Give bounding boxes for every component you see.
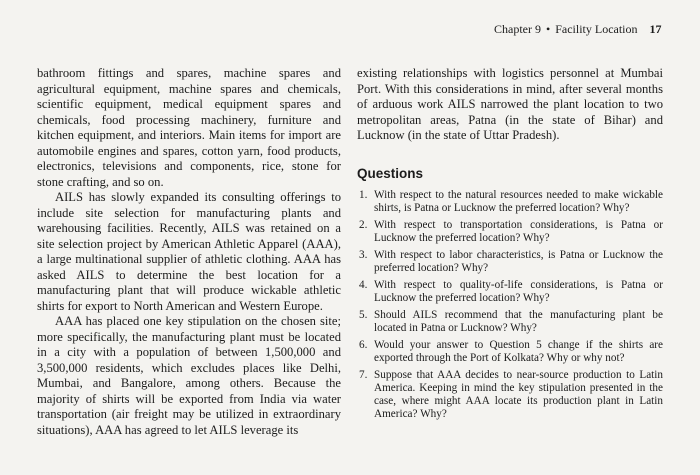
question-number: 5.: [359, 309, 368, 321]
question-text: With respect to labor characteristics, is Patna or Lucknow the preferred location? Why?: [374, 249, 663, 274]
running-header: [494, 22, 662, 37]
question-item: [357, 219, 663, 245]
question-number: 4.: [359, 279, 368, 291]
question-text: With respect to the natural resources needed to make wickable shirts, is Patna or Lucknow the preferred location? Why?: [374, 189, 663, 214]
question-item: [357, 249, 663, 275]
question-item: [357, 189, 663, 215]
question-number: 2.: [359, 219, 368, 231]
question-text: With respect to transportation considerations, is Patna or Lucknow the preferred location? Why?: [374, 219, 663, 244]
question-number: 6.: [359, 339, 368, 351]
question-text: Should AILS recommend that the manufacturing plant be located in Patna or Lucknow? Why?: [374, 309, 663, 334]
left-column: [37, 66, 341, 438]
question-item: [357, 309, 663, 335]
question-item: [357, 339, 663, 365]
questions-list: [357, 189, 663, 421]
question-number: 3.: [359, 249, 368, 261]
question-text: With respect to quality-of-life considerations, is Patna or Lucknow the preferred location? Why?: [374, 279, 663, 304]
question-item: [357, 279, 663, 305]
question-text: Suppose that AAA decides to near-source production to Latin America. Keeping in mind the key stipulation presented in the case, where might AAA locate its production plant in Latin America? Why?: [374, 369, 663, 420]
question-number: 1.: [359, 189, 368, 201]
paragraph: bathroom fittings and spares, machine spares and agricultural equipment, machine spares and chemicals, scientific equipment, medical equipment spares and chemicals, food processing machinery, furniture and kitchen equipment, and interiors. Main items for import are automobile engines and spares, cotton yarn, food products, electronics, televisions and components, rice, stone for stone crafting, and so on.: [37, 66, 341, 189]
questions-heading: Questions: [357, 165, 424, 181]
question-text: Would your answer to Question 5 change if the shirts are exported through the Port of Kolkata? Why or why not?: [374, 339, 663, 364]
right-column: [357, 66, 663, 425]
question-number: 7.: [359, 369, 368, 381]
paragraph: AILS has slowly expanded its consulting offerings to include site selection for manufacturing plants and warehousing facilities. Recently, AILS was retained on a site selection project by American Athletic Apparel (AAA), a large multinational supplier of athletic clothing. AAA has asked AILS to determine the best location for a manufacturing plant that will produce wickable athletic shirts for export to North American and Western Europe.: [37, 190, 341, 313]
page-number: 17: [649, 22, 662, 36]
section-title: Facility Location: [555, 22, 638, 36]
question-item: [357, 369, 663, 421]
paragraph: existing relationships with logistics personnel at Mumbai Port. With this considerations in mind, after several months of arduous work AILS narrowed the plant location to two metropolitan areas, Patna (in the state of Bihar) and Lucknow (in the state of Uttar Pradesh).: [357, 66, 663, 142]
paragraph: AAA has placed one key stipulation on the chosen site; more specifically, the manufacturing plant must be located in a city with a population of between 1,500,000 and 3,500,000 residents, which excludes places like Delhi, Mumbai, and Bangalore, among others. Because the majority of shirts will be exported from India via water transportation (air freight may be utilized in extraordinary situations), AAA has agreed to let AILS leverage its: [37, 314, 341, 437]
chapter-label: Chapter 9: [494, 22, 541, 36]
bullet-separator: •: [546, 22, 551, 36]
